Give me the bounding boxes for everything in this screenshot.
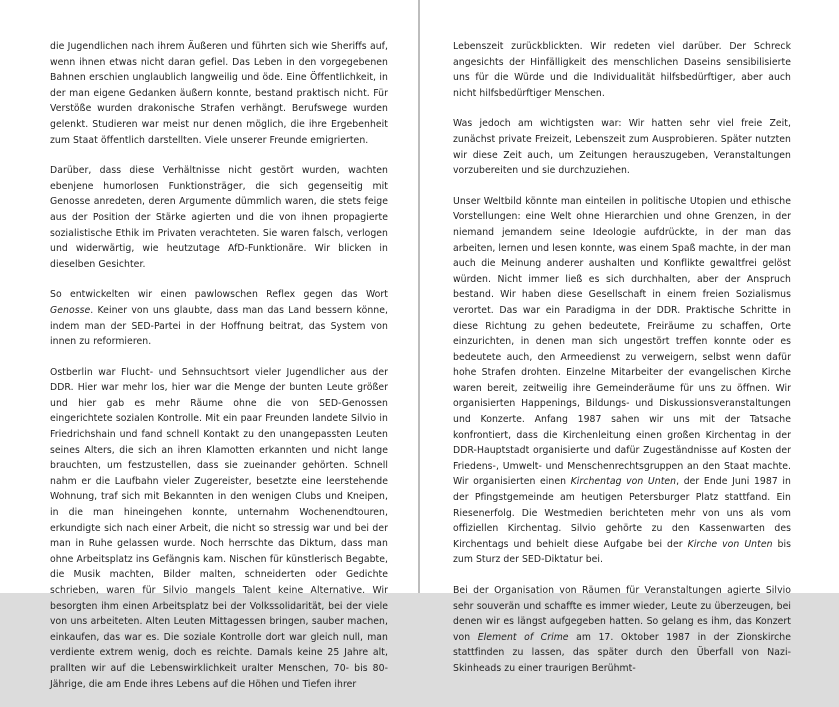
left-paragraph-2: Darüber, dass diese Verhältnisse nicht gestört wurden, wachten ebenjene humorlosen Funktionsträger, die sich gegenseitig mit Genosse anredeten, deren Argumente dümmlich waren, die stets feige aus der Position der Stärke agierten und die von ihnen propagierte sozialistische Ethik im Privaten verachteten. Sie waren falsch, verlogen und widerwärtig, wie heutzutage AfD-Funktionäre. Wir blicken in dieselben Gesichter. [50, 165, 388, 270]
emphasis-kirchentag-von-unten: Kirchentag von Unten [570, 476, 677, 488]
right-text-column [453, 39, 791, 692]
left-paragraph-3: So entwickelten wir einen pawlowschen Reflex gegen das Wort Genosse. Keiner von uns glaubte, dass man das Land bessern könne, indem man der SED-Partei in der Hoffnung beitrat, das System von innen zu reformieren. [50, 289, 388, 348]
right-page [420, 0, 839, 674]
right-paragraph-2: Was jedoch am wichtigsten war: Wir hatten sehr viel freie Zeit, zunächst private Freizeit, Lebenszeit zum Ausprobieren. Später nutzten wir diese Zeit auch, um Zeitungen herauszugeben, Veranstaltungen vorzubereiten und sie durchzuziehen. [453, 118, 791, 177]
right-paragraph-3: Unser Weltbild könnte man einteilen in politische Utopien und ethische Vorstellungen: eine Welt ohne Hierarchien und ohne Grenzen, in der niemand jemandem seine Ideologie aufdrückte, in der man das arbeiten, lernen und lesen konnte, was einem Spaß machte, in der man auch die Meinung anderer aushalten und Konflikte gewaltfrei gelöst würden. Nicht immer ließ es sich durchhalten, aber der Anspruch bestand. Wir haben diese Gesellschaft in einem freien Sozialismus verortet. Das war ein Paradigma in der DDR. Praktische Schritte in diese Richtung zu gehen bedeutete, Freiräume zu schaffen, Orte einzurichten, in denen man sich ungestört treffen konnte oder es bedeutete auch, den Armeedienst zu verweigern, selbst wenn dafür hohe Strafen drohten. Einzelne Mitarbeiter der evangelischen Kirche waren bereit, zeitweilig ihre Gemeinderäume für uns zu öffnen. Wir organisierten Happenings, Bildungs- und Diskussionsveranstaltungen und Konzerte. Anfang 1987 sahen wir uns mit der Tatsache konfrontiert, dass die Kirchenleitung einen großen Kirchentag in der DDR-Hauptstadt organisierte und dafür Zugeständnisse auf Kosten der Friedens-, Umwelt- und Menschenrechtsgruppen an den Staat machte. Wir organisierten einen Kirchentag von Unten, der Ende Juni 1987 in der Pfingstgemeinde am heutigen Petersburger Platz stattfand. Ein Riesenerfolg. Die Westmedien berichteten mehr von uns als vom offiziellen Kirchentag. Silvio gehörte zu den Kassenwarten des Kirchentags und behielt diese Aufgabe bei der Kirche von Unten bis zum Sturz der SED-Diktatur bei. [453, 195, 791, 566]
emphasis-element-of-crime: Element of Crime [477, 631, 569, 643]
emphasis-kirche-von-unten: Kirche von Unten [687, 538, 773, 550]
left-text-column [50, 39, 388, 707]
left-paragraph-4: Ostberlin war Flucht- und Sehnsuchtsort vieler Jugendlicher aus der DDR. Hier war mehr los, hier war die Menge der bunten Leute größer und hier gab es mehr Räume ohne die von SED-Genossen eingerichtete sozialen Kontrolle. Mit ein paar Freunden landete Silvio in Friedrichshain und fand schnell Kontakt zu den unangepassten Leuten seines Alters, die sich an ihren Klamotten erkannten und nicht lange brauchten, um festzustellen, dass sie zueinander gehörten. Schnell nahm er die Laufbahn vieler Zugereister, besetzte eine leerstehende Wohnung, traf sich mit Bekannten in den wenigen Clubs und Kneipen, in die man hineingehen konnte, unternahm Wochenendtouren, erkundigte sich nach einer Arbeit, die nicht so stressig war und bei der man in Ruhe gelassen wurde. Noch herrschte das Diktum, dass man ohne Arbeitsplatz ins Gefängnis kam. Nischen für künstlerisch Begabte, die Musik machten, Bilder malten, schneiderten oder Gedichte schrieben, waren für Silvio mangels Talent keine Alternative. Wir besorgten ihm einen Arbeitsplatz bei der Volkssolidarität, bei der viele von uns arbeiteten. Alten Leuten Mittagessen bringen, sauber machen, einkaufen, das war es. Die soziale Kontrolle dort war gleich null, man verdiente extrem wenig, doch es reichte. Damals keine 25 Jahre alt, prallten wir auf die Lebenswirklichkeit uralter Menschen, 70- bis 80-Jährige, die am Ende ihres Lebens auf die Höhen und Tiefen ihrer [50, 366, 388, 690]
left-page [0, 0, 418, 690]
right-paragraph-4: Bei der Organisation von Räumen für Veranstaltungen agierte Silvio sehr souverän und schaffte es immer wieder, Leute zu überzeugen, bei denen wir es längst aufgegeben hatten. So gelang es ihm, das Konzert von Element of Crime am 17. Oktober 1987 in der Zionskirche stattfinden zu lassen, das später durch den Überfall von Nazi-Skinheads zu einer traurigen Berühmt- [453, 585, 791, 674]
right-paragraph-1: Lebenszeit zurückblickten. Wir redeten viel darüber. Der Schreck angesichts der Hinfälligkeit des menschlichen Daseins sensibilisierte uns für die Würde und die Individualität hilfsbedürftiger, aber auch nicht hilfsbedürftiger Menschen. [453, 41, 791, 99]
emphasis-genosse: Genosse [50, 304, 91, 316]
left-paragraph-1: die Jugendlichen nach ihrem Äußeren und führten sich wie Sheriffs auf, wenn ihnen etwas nicht daran gefiel. Das Leben in den vorgegebenen Bahnen erschien unglaublich langweilig und öde. Eine Öffentlichkeit, in der man eigene Gedanken äußern konnte, bestand praktisch nicht. Für Verstöße wurden drakonische Strafen verhängt. Berufswege wurden gelenkt. Studieren war meist nur denen möglich, die ihre Ergebenheit zum Staat öffentlich darstellten. Viele unserer Freunde emigrierten. [50, 41, 388, 146]
